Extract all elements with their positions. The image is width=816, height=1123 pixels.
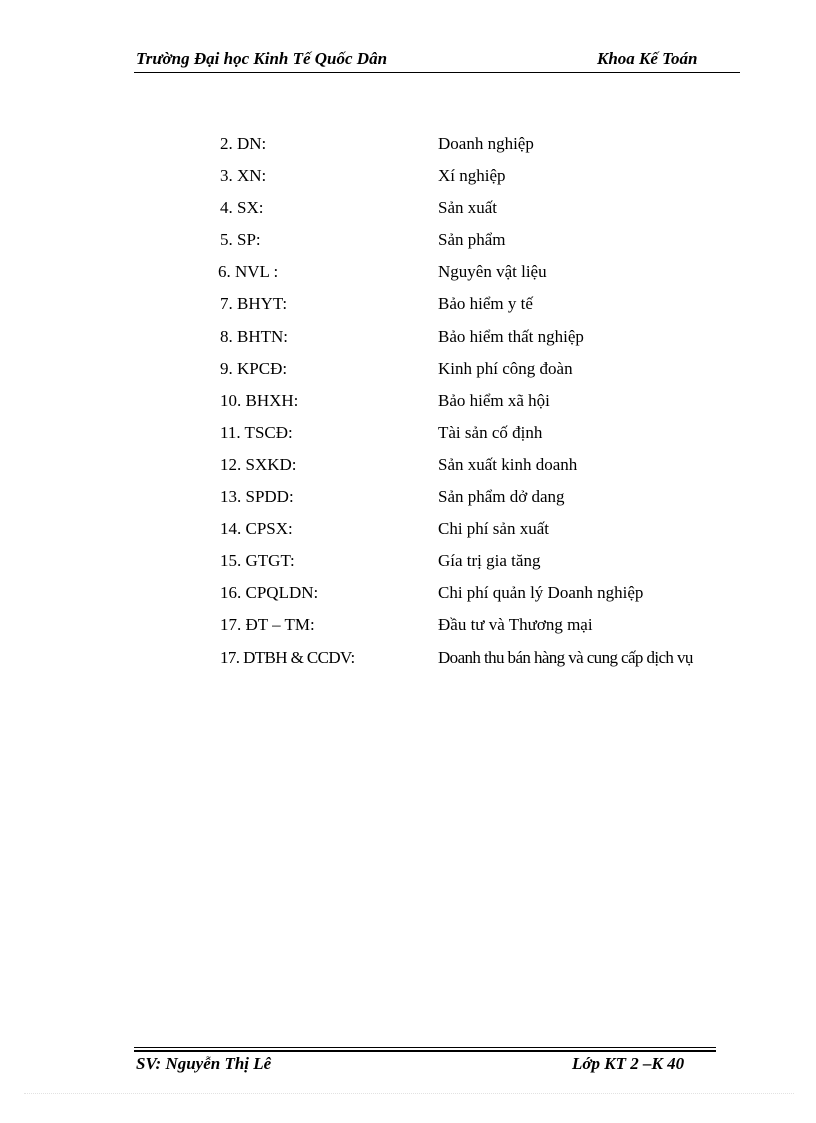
- abbreviation-definition: Sản phẩm: [438, 230, 506, 250]
- footer-divider: [134, 1050, 716, 1052]
- abbreviation-definition: Xí nghiệp: [438, 166, 506, 186]
- abbreviation-definition: Doanh nghiệp: [438, 134, 534, 153]
- class-name: Lớp KT 2 –K 40: [572, 1054, 685, 1073]
- abbreviation-term: 17. DTBH & CCDV:: [220, 647, 355, 667]
- list-item: [0, 387, 816, 419]
- abbreviation-definition: Doanh thu bán hàng và cung cấp dịch vụ: [438, 647, 693, 667]
- abbreviation-term: 4. SX:: [220, 198, 264, 218]
- list-item: [0, 451, 816, 483]
- list-item: [0, 483, 816, 515]
- abbreviation-term: 6. NVL :: [218, 262, 279, 282]
- abbreviation-term: 8. BHTN:: [220, 326, 288, 346]
- faculty-name: Khoa Kế Toán: [597, 49, 698, 68]
- list-item: [0, 323, 816, 355]
- list-item: [0, 579, 816, 611]
- abbreviation-definition: Chi phí sản xuất: [438, 519, 549, 539]
- abbreviation-definition: Sản xuất: [438, 198, 498, 218]
- abbreviation-list: [0, 130, 816, 676]
- list-item: [0, 611, 816, 643]
- abbreviation-term: 12. SXKD:: [220, 454, 297, 474]
- abbreviation-definition: Sản phẩm dở dang: [438, 487, 565, 507]
- abbreviation-term: 3. XN:: [220, 166, 267, 186]
- abbreviation-definition: Đầu tư và Thương mại: [438, 615, 593, 635]
- abbreviation-definition: Bảo hiểm y tế: [438, 294, 533, 314]
- abbreviation-term: 15. GTGT:: [220, 551, 295, 571]
- list-item: [0, 258, 816, 290]
- abbreviation-term: 5. SP:: [220, 230, 261, 250]
- list-item: [0, 130, 816, 162]
- list-item: [0, 419, 816, 451]
- abbreviation-term: 11. TSCĐ:: [220, 422, 293, 442]
- list-item: [0, 355, 816, 387]
- list-item: [0, 547, 816, 579]
- abbreviation-definition: Bảo hiểm thất nghiệp: [438, 326, 584, 346]
- abbreviation-term: 13. SPDD:: [220, 487, 294, 507]
- abbreviation-definition: Gía trị gia tăng: [438, 551, 541, 571]
- abbreviation-definition: Kinh phí công đoàn: [438, 358, 573, 378]
- abbreviation-term: 7. BHYT:: [220, 294, 288, 314]
- abbreviation-term: 14. CPSX:: [220, 519, 293, 539]
- list-item: [0, 162, 816, 194]
- abbreviation-definition: Nguyên vật liệu: [438, 262, 547, 282]
- student-name: SV: Nguyễn Thị Lê: [136, 1054, 272, 1073]
- abbreviation-definition: Tài sản cố định: [438, 422, 543, 442]
- abbreviation-definition: Bảo hiểm xã hội: [438, 390, 550, 410]
- abbreviation-term: 10. BHXH:: [220, 390, 299, 410]
- abbreviation-term: 2. DN:: [220, 134, 267, 153]
- abbreviation-definition: Sản xuất kinh doanh: [438, 454, 578, 474]
- page-edge-divider: [24, 1093, 794, 1094]
- list-item: [0, 290, 816, 322]
- footer-divider: [134, 1047, 716, 1048]
- university-name: Trường Đại học Kinh Tế Quốc Dân: [136, 49, 388, 68]
- list-item: [0, 515, 816, 547]
- list-item: [0, 644, 816, 676]
- abbreviation-term: 16. CPQLDN:: [220, 583, 319, 603]
- abbreviation-definition: Chi phí quản lý Doanh nghiệp: [438, 583, 644, 603]
- list-item: [0, 226, 816, 258]
- abbreviation-term: 17. ĐT – TM:: [220, 615, 315, 635]
- abbreviation-term: 9. KPCĐ:: [220, 358, 288, 378]
- page-footer: [134, 1047, 716, 1077]
- list-item: [0, 194, 816, 226]
- page-header: [134, 48, 740, 73]
